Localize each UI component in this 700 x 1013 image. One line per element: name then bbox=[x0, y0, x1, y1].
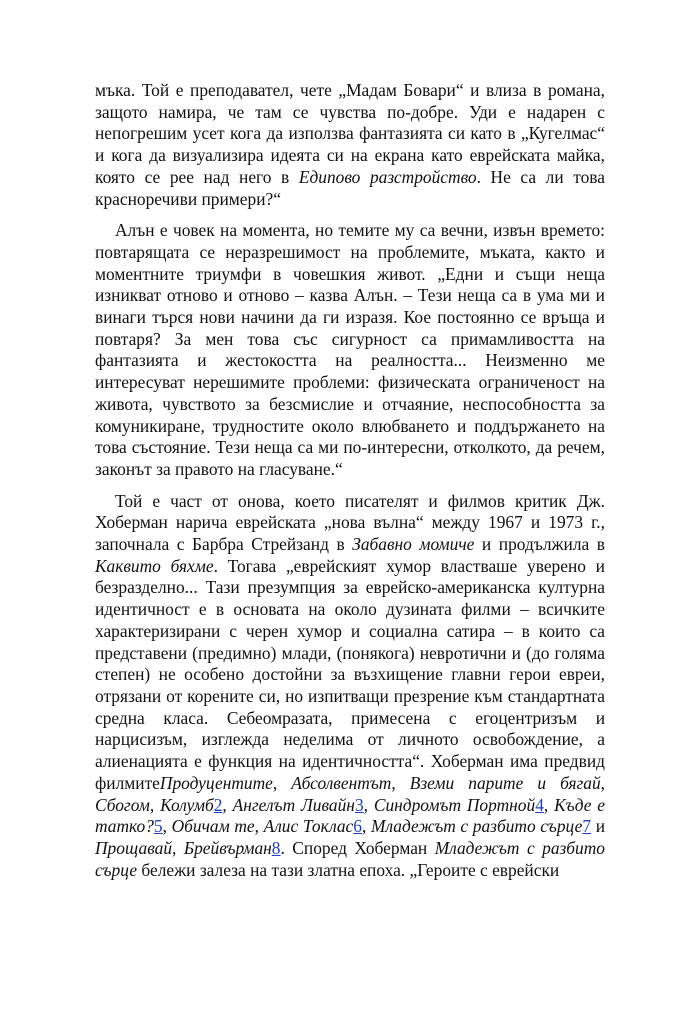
footnote-link[interactable]: 4 bbox=[535, 794, 544, 815]
text-run: , bbox=[391, 772, 410, 793]
italic-title: Младежът с разбито сърце bbox=[370, 816, 583, 837]
text-run: Алън е човек на момента, но темите му са вечни, извън времето: повтарящата се неразрешимост на проблемите, мъката, както и моментните триумфи в човешкия живот. „Едни и същи неща изникват отново и отново – казва Алън. – Тези неща са в ума ми и винаги търся нови начини да ги изразя. Кое постоянно се връща и повтаря? За мен това със сигурност са примамливостта на фантазията и жестокостта на реалността... Неизменно ме интересуват нерешимите проблеми: физическата ограниченост на живота, чувството за безсмислие и отчаяние, неспособността за комуникиране, трудностите около влюбването и поддържането на това състояние. Тези неща са ми по-интересни, отколкото, да речем, законът за правото на гласуване.“ bbox=[95, 220, 605, 479]
italic-title: Едипово разстройство bbox=[298, 166, 477, 187]
footnote-link[interactable]: 8 bbox=[271, 837, 281, 858]
italic-title: Синдромът Портной bbox=[373, 794, 536, 815]
text-run: , bbox=[363, 794, 374, 815]
text-run: , bbox=[600, 772, 606, 793]
document-page bbox=[95, 80, 605, 891]
text-run: , bbox=[361, 816, 371, 837]
text-run: мъка. Той е преподавател, чете „Мадам Бовари“ и влиза в романа, защото намира, че там се чувства по-добре. Уди е надарен с непогрешим усет кога да използва фантазията си като в „Кугелмас“ и кога да визуализира идеята си на екрана като еврейската майка, която се рее над него в bbox=[95, 80, 605, 187]
paragraph-3 bbox=[95, 491, 605, 882]
footnote-link[interactable]: 2 bbox=[213, 794, 223, 815]
text-run: , bbox=[162, 816, 172, 837]
text-run: , bbox=[222, 794, 233, 815]
paragraph-1 bbox=[95, 80, 605, 210]
italic-title: Вземи парите и бягай bbox=[409, 772, 601, 793]
paragraph-2 bbox=[95, 220, 605, 480]
italic-title: Забавно момиче bbox=[352, 534, 475, 555]
italic-title: Продуцентите bbox=[159, 772, 273, 793]
footnote-link[interactable]: 6 bbox=[353, 816, 362, 837]
text-run: и продължила в bbox=[474, 534, 605, 555]
italic-title: Младежът с разбито сърце bbox=[95, 837, 605, 880]
italic-title: Каквито бяхме bbox=[95, 555, 214, 576]
text-run: . Според Хоберман bbox=[280, 837, 435, 858]
italic-title: Обичам те, Алис Токлас bbox=[171, 816, 354, 837]
text-run: Той е част от онова, което писателят и филмов критик Дж. Хоберман нарича еврейската „нова вълна“ между 1967 и 1973 г., започнала с Барбра Стрейзанд в bbox=[95, 490, 605, 555]
footnote-link[interactable]: 5 bbox=[153, 816, 163, 837]
footnote-link[interactable]: 3 bbox=[354, 794, 364, 815]
text-run: , bbox=[272, 772, 292, 793]
italic-title: Прощавай, Брейвърман bbox=[95, 837, 272, 858]
italic-title: Абсолвентът bbox=[291, 772, 392, 793]
text-run: . Тогава „еврейският хумор властваше уверено и безразделно... Тази презумпция за еврейско-американска културна идентичност е в основата на около дузината филми – всичките характеризирани с черен хумор и социална сатира – в които са представени (предимно) млади, (понякога) невротични и (до голяма степен) не особено достойни за възхищение главни герои евреи, отрязани от корените си, но изпитващи презрение към стандартната средна класа. Себеомразата, примесена с егоцентризъм и нарцисизъм, изглежда неделима от личното освобождение, а алиенацията е функция на идентичността“. Хоберман има предвид филмите bbox=[95, 555, 605, 793]
text-run: , bbox=[543, 794, 555, 815]
italic-title: Ангелът Ливайн bbox=[232, 794, 355, 815]
text-run: и bbox=[591, 816, 606, 837]
text-run: . Не са ли това красноречиви примери?“ bbox=[95, 166, 605, 209]
italic-title: Къде е татко? bbox=[95, 794, 606, 837]
footnote-link[interactable]: 7 bbox=[582, 816, 592, 837]
text-run: бележи залеза на тази златна епоха. „Героите с еврейски bbox=[137, 859, 560, 880]
italic-title: Сбогом, Колумб bbox=[95, 794, 214, 815]
